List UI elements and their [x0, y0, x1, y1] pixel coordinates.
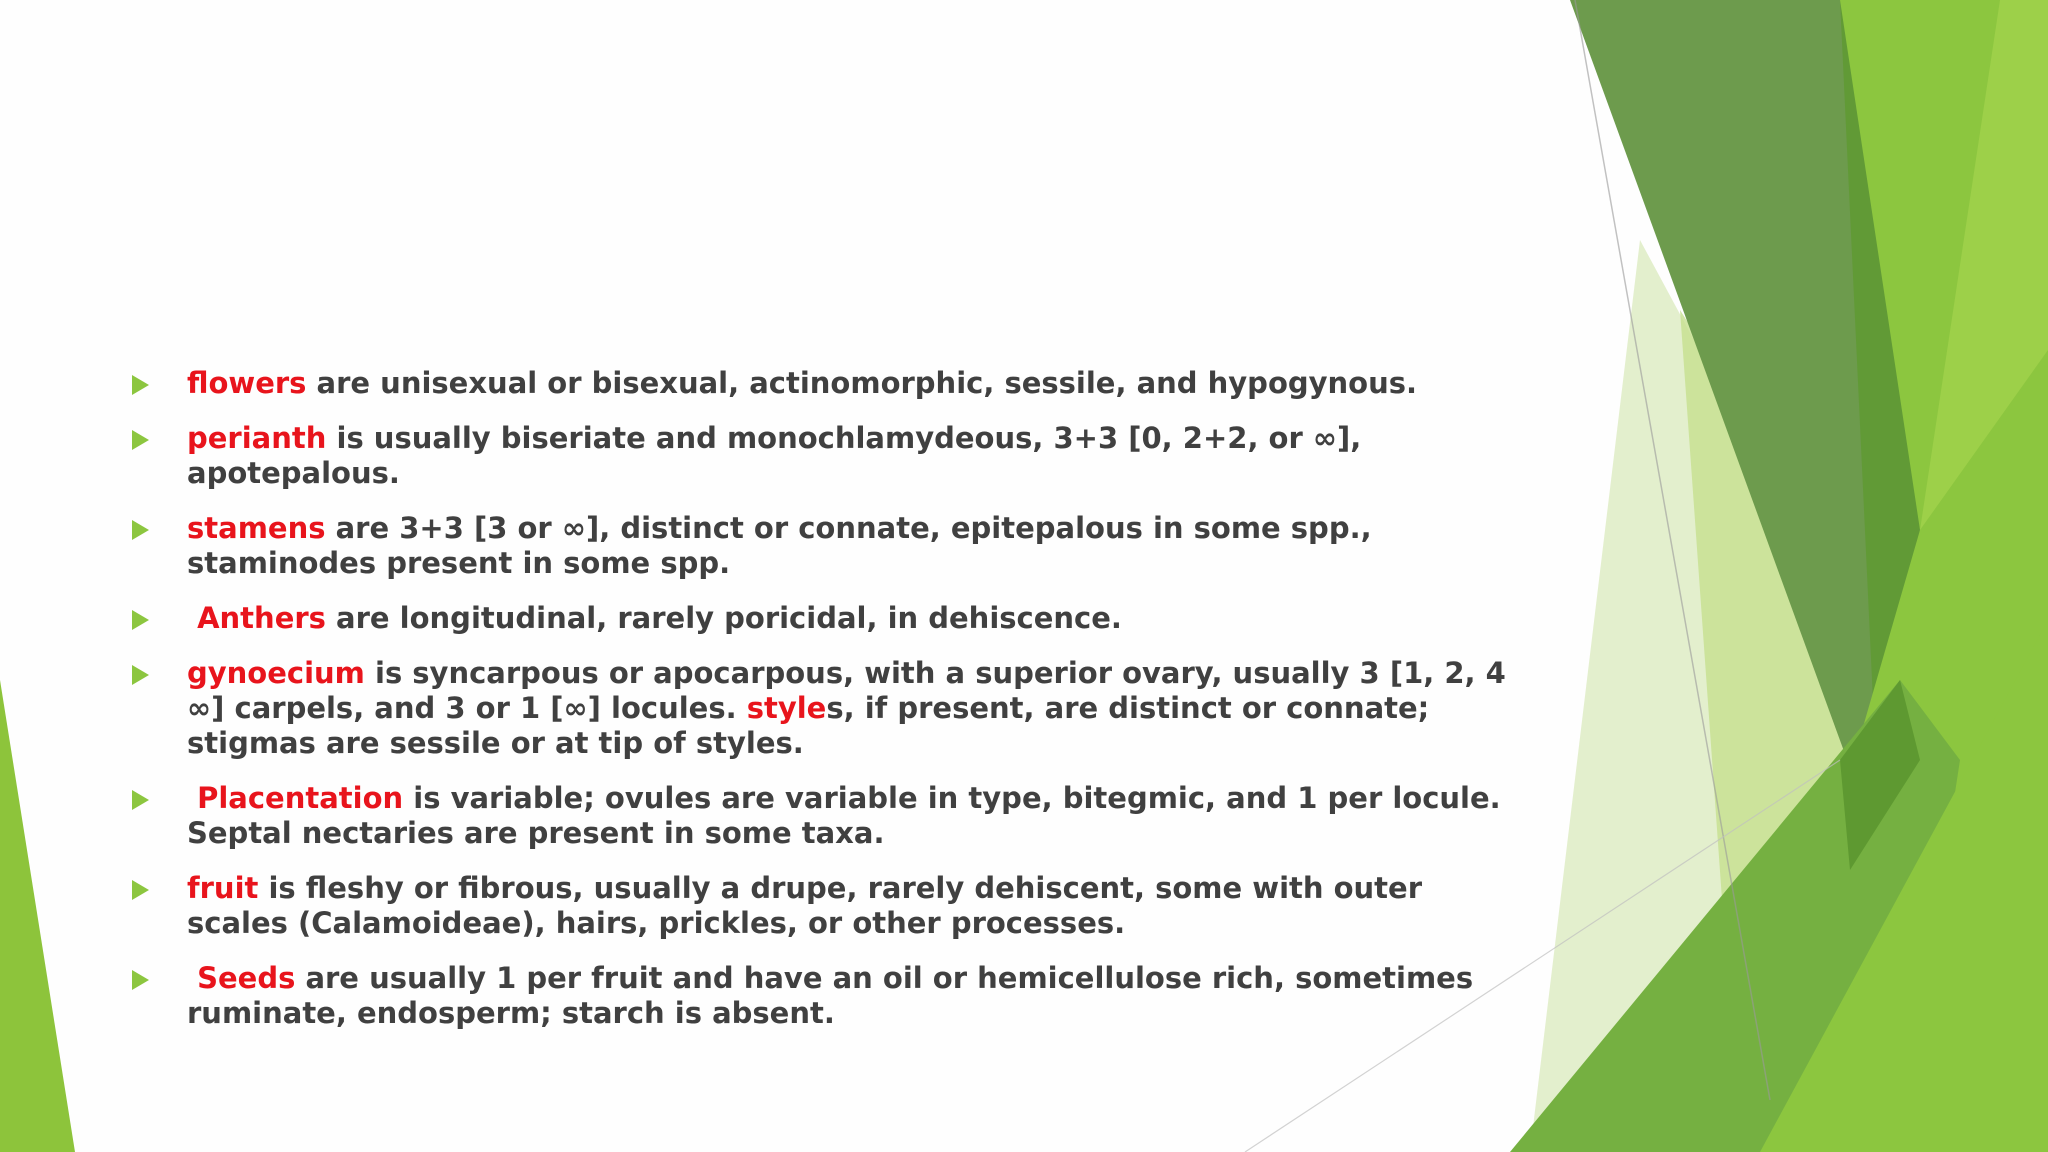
bullet-text: is fleshy or fibrous, usually a drupe, rarely dehiscent, some with outer scales (Calamoideae), hairs, prickles, or other processes.	[187, 871, 1423, 940]
bullet-arrow-icon	[132, 665, 149, 685]
keyword: flowers	[187, 366, 307, 400]
left-green-shape	[0, 680, 75, 1152]
bullet-text: are usually 1 per fruit and have an oil or hemicellulose rich, sometimes ruminate, endosperm; starch is absent.	[187, 961, 1474, 1030]
bullet-arrow-icon	[132, 880, 149, 900]
bullet-item-seeds	[128, 961, 1528, 1031]
keyword: fruit	[187, 871, 259, 905]
bullet-item-flowers	[128, 366, 1528, 401]
bullet-text-cont: s, if present, are distinct or connate; stigmas are sessile or at tip of styles.	[187, 691, 1430, 760]
bullet-arrow-icon	[132, 610, 149, 630]
bullet-arrow-icon	[132, 375, 149, 395]
bullet-text: is usually biseriate and monochlamydeous, 3+3 [0, 2+2, or ∞], apotepalous.	[187, 421, 1362, 490]
bullet-list	[128, 366, 1528, 1051]
keyword: stamens	[187, 511, 326, 545]
bullet-arrow-icon	[132, 520, 149, 540]
bullet-text: is variable; ovules are variable in type, bitegmic, and 1 per locule. Septal nectaries are present in some taxa.	[187, 781, 1501, 850]
bullet-item-stamens	[128, 511, 1528, 581]
bullet-arrow-icon	[132, 970, 149, 990]
bullet-item-anthers	[128, 601, 1528, 636]
bullet-item-gynoecium	[128, 656, 1528, 761]
bullet-item-placentation	[128, 781, 1528, 851]
bullet-arrow-icon	[132, 790, 149, 810]
bullet-text: are 3+3 [3 or ∞], distinct or connate, epitepalous in some spp., staminodes present in some spp.	[187, 511, 1372, 580]
bullet-text: are unisexual or bisexual, actinomorphic, sessile, and hypogynous.	[306, 366, 1418, 400]
bullet-text: are longitudinal, rarely poricidal, in dehiscence.	[325, 601, 1122, 635]
bullet-item-perianth	[128, 421, 1528, 491]
keyword-style: style	[746, 691, 827, 725]
keyword: Seeds	[187, 961, 296, 995]
keyword: perianth	[187, 421, 327, 455]
keyword: Placentation	[187, 781, 404, 815]
keyword: Anthers	[187, 601, 326, 635]
bullet-text: is syncarpous or apocarpous, with a superior ovary, usually 3 [1, 2, 4 ∞] carpels, and 3 or 1 [∞] locules.	[187, 656, 1506, 725]
keyword: gynoecium	[187, 656, 365, 690]
bullet-item-fruit	[128, 871, 1528, 941]
bullet-arrow-icon	[132, 430, 149, 450]
